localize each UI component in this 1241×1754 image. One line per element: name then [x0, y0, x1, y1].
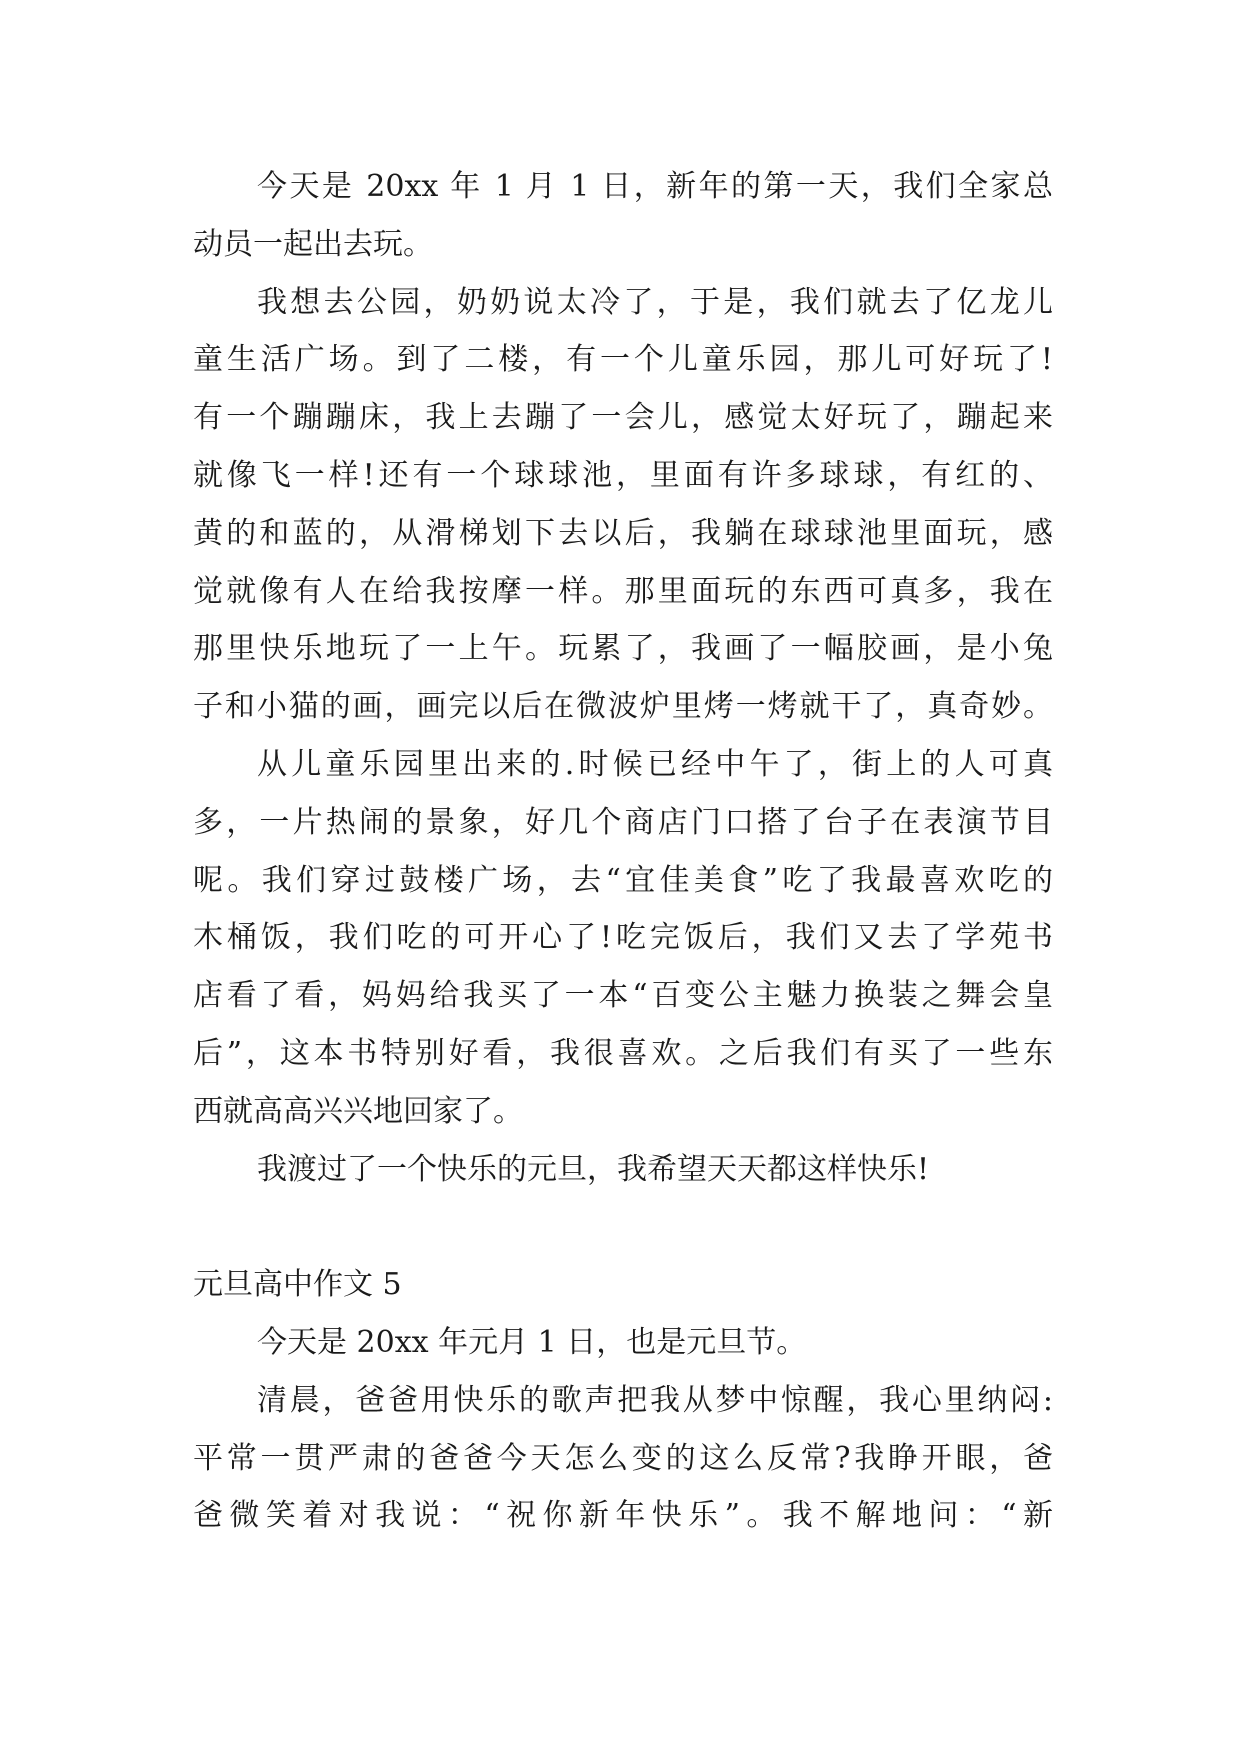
text-line: 平常一贯严肃的爸爸今天怎么变的这么反常?我睁开眼，爸 — [193, 1440, 1053, 1476]
text-line: 那里快乐地玩了一上午。玩累了，我画了一幅胶画，是小兔 — [193, 631, 1053, 667]
text-line: 就像飞一样!还有一个球球池，里面有许多球球，有红的、 — [193, 457, 1053, 493]
text-line: 我渡过了一个快乐的元旦，我希望天天都这样快乐! — [257, 1151, 930, 1187]
text-line: 今天是 20xx 年 1 月 1 日，新年的第一天，我们全家总 — [257, 169, 1053, 204]
paragraph — [193, 274, 1053, 736]
text-line: 多，一片热闹的景象，好几个商店门口搭了台子在表演节目 — [193, 804, 1053, 840]
text-line: 从儿童乐园里出来的.时候已经中午了，街上的人可真 — [257, 746, 1053, 782]
text-line: 觉就像有人在给我按摩一样。那里面玩的东西可真多，我在 — [193, 573, 1053, 609]
paragraph — [193, 1372, 1053, 1545]
text-line: 我想去公园，奶奶说太冷了，于是，我们就去了亿龙儿 — [257, 284, 1053, 320]
paragraph — [193, 158, 1053, 274]
text-line: 动员一起出去玩。 — [193, 226, 433, 262]
document-page — [193, 158, 1053, 1545]
text-line: 今天是 20xx 年元月 1 日，也是元旦节。 — [257, 1324, 807, 1360]
text-line: 有一个蹦蹦床，我上去蹦了一会儿，感觉太好玩了，蹦起来 — [193, 400, 1053, 436]
section-heading: 元旦高中作文 5 — [193, 1267, 402, 1303]
text-line: 呢。我们穿过鼓楼广场，去“宜佳美食”吃了我最喜欢吃的 — [193, 862, 1053, 898]
text-line: 木桶饭，我们吃的可开心了!吃完饭后，我们又去了学苑书 — [193, 920, 1053, 956]
paragraph — [193, 736, 1053, 1141]
text-line: 童生活广场。到了二楼，有一个儿童乐园，那儿可好玩了! — [193, 342, 1053, 378]
text-line: 爸微笑着对我说：“祝你新年快乐”。我不解地问：“新 — [193, 1498, 1053, 1534]
paragraph — [193, 1314, 1053, 1372]
paragraph — [193, 1141, 1053, 1199]
text-line: 黄的和蓝的，从滑梯划下去以后，我躺在球球池里面玩，感 — [193, 515, 1053, 551]
text-line: 清晨，爸爸用快乐的歌声把我从梦中惊醒，我心里纳闷: — [257, 1382, 1053, 1418]
text-line: 店看了看，妈妈给我买了一本“百变公主魅力换装之舞会皇 — [193, 978, 1053, 1014]
text-line: 子和小猫的画，画完以后在微波炉里烤一烤就干了，真奇妙。 — [193, 689, 1053, 725]
text-line: 西就高高兴兴地回家了。 — [193, 1093, 523, 1129]
text-line: 后”，这本书特别好看，我很喜欢。之后我们有买了一些东 — [193, 1035, 1053, 1071]
